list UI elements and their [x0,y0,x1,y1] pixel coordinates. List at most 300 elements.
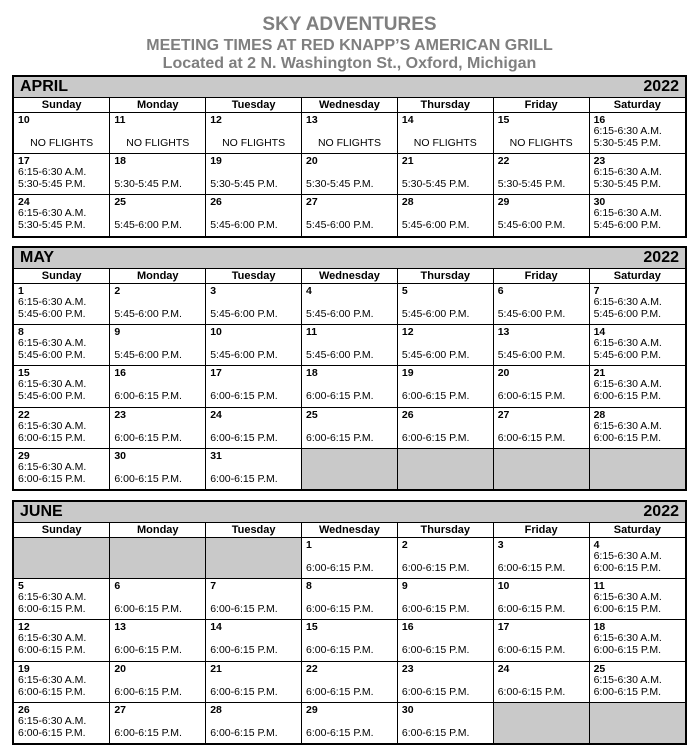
day-number: 1 [18,285,24,297]
day-number: 24 [497,662,510,675]
day-cell [302,702,398,743]
day-cell [14,579,110,620]
day-number: 22 [306,662,318,675]
day-cell [589,366,685,407]
day-cell [493,284,589,325]
evening-time: 5:30-5:45 P.M. [114,178,182,191]
day-number: 19 [18,662,30,675]
day-cell [397,113,493,154]
day-cell [110,579,206,620]
evening-time: 5:45-6:00 P.M. [18,349,86,362]
evening-time: 5:30-5:45 P.M. [18,219,86,232]
month-grid [14,98,685,236]
day-cell [302,407,398,448]
day-cell [493,366,589,407]
day-cell [493,154,589,195]
calendar-april [12,75,687,238]
day-cell [14,113,110,154]
morning-time: 6:15-6:30 A.M. [593,632,662,645]
evening-time: 6:00-6:15 P.M. [114,431,182,444]
evening-time: 6:00-6:15 P.M. [401,390,470,403]
weekday-header: Thursday [397,269,493,284]
day-cell [110,113,206,154]
day-cell [397,702,493,743]
day-cell [14,620,110,661]
day-number: 2 [401,539,408,551]
day-number: 5 [18,580,24,593]
evening-time: 6:00-6:15 P.M. [210,726,278,739]
month-header [14,248,685,269]
day-cell [302,113,398,154]
day-cell [302,195,398,236]
evening-time: 6:00-6:15 P.M. [593,431,662,444]
evening-time: 5:45-6:00 P.M. [401,308,470,320]
day-number: 25 [306,408,318,421]
day-cell [397,325,493,366]
day-number: 17 [210,367,222,380]
day-cell [589,325,685,366]
evening-time: 6:00-6:15 P.M. [114,726,182,739]
day-number: 15 [18,367,30,380]
location-line: Located at 2 N. Washington St., Oxford, Michigan [162,55,537,72]
evening-time: 6:00-6:15 P.M. [306,726,374,739]
day-cell [589,113,685,154]
day-cell [110,284,206,325]
no-flights-label: NO FLIGHTS [30,137,94,149]
empty-day-cell [110,538,206,579]
day-cell [493,579,589,620]
month-year: 2022 [643,249,679,266]
evening-time: 6:00-6:15 P.M. [210,685,278,698]
weekday-header: Sunday [14,269,110,284]
morning-time: 6:15-6:30 A.M. [18,378,87,391]
day-cell [14,407,110,448]
day-cell [110,702,206,743]
month-year: 2022 [643,503,679,520]
day-number: 19 [210,155,222,168]
morning-time: 6:15-6:30 A.M. [593,207,662,220]
day-number: 17 [497,621,510,634]
month-grid [14,523,685,743]
evening-time: 5:45-6:00 P.M. [593,219,662,232]
month-year: 2022 [643,78,679,95]
day-cell [206,702,302,743]
day-number: 29 [497,196,510,209]
day-number: 13 [497,326,510,339]
day-number: 30 [114,449,127,462]
evening-time: 6:00-6:15 P.M. [18,431,86,444]
morning-time: 6:15-6:30 A.M. [18,419,87,432]
day-number: 30 [401,703,414,716]
evening-time: 5:45-6:00 P.M. [306,219,374,232]
empty-day-cell [589,448,685,489]
day-number: 6 [497,285,504,297]
day-cell [110,325,206,366]
day-number: 20 [306,155,318,168]
day-number: 23 [114,408,127,421]
day-cell [206,579,302,620]
no-flights-label: NO FLIGHTS [126,137,190,149]
evening-time: 6:00-6:15 P.M. [593,644,662,657]
day-cell [110,407,206,448]
evening-time: 5:45-6:00 P.M. [114,219,182,232]
morning-time: 6:15-6:30 A.M. [593,591,662,604]
evening-time: 6:00-6:15 P.M. [210,603,278,616]
day-number: 4 [306,285,312,297]
day-number: 13 [306,114,318,126]
evening-time: 5:45-6:00 P.M. [497,308,566,320]
evening-time: 6:00-6:15 P.M. [401,685,470,698]
day-cell [493,538,589,579]
day-cell [493,195,589,236]
day-number: 8 [306,580,312,593]
page-subtitle: MEETING TIMES AT RED KNAPP’S AMERICAN GRILL [146,37,553,54]
day-cell [589,407,685,448]
day-cell [302,366,398,407]
day-cell [589,154,685,195]
evening-time: 6:00-6:15 P.M. [306,603,374,616]
day-cell [493,661,589,702]
evening-time: 6:00-6:15 P.M. [210,472,278,485]
day-number: 20 [497,367,510,380]
weekday-header: Wednesday [302,98,398,113]
evening-time: 6:00-6:15 P.M. [593,603,662,616]
evening-time: 6:00-6:15 P.M. [497,644,566,657]
evening-time: 5:45-6:00 P.M. [593,349,662,362]
day-number: 7 [593,285,600,297]
day-cell [493,113,589,154]
day-number: 28 [210,703,222,716]
evening-time: 6:00-6:15 P.M. [306,562,374,574]
evening-time: 6:00-6:15 P.M. [497,562,566,574]
day-number: 3 [497,539,504,551]
day-cell [493,325,589,366]
evening-time: 5:30-5:45 P.M. [593,137,662,149]
day-number: 30 [593,196,606,209]
day-number: 28 [593,408,606,421]
day-cell [110,448,206,489]
day-cell [397,195,493,236]
day-number: 22 [497,155,510,168]
day-number: 21 [593,367,606,380]
page-title: SKY ADVENTURES [262,14,437,35]
day-number: 25 [593,662,606,675]
day-cell [493,620,589,661]
evening-time: 6:00-6:15 P.M. [593,562,662,574]
day-cell [14,366,110,407]
day-number: 16 [401,621,414,634]
day-cell [206,661,302,702]
day-cell [589,661,685,702]
morning-time: 6:15-6:30 A.M. [18,296,87,308]
day-number: 4 [593,539,600,551]
day-cell [302,579,398,620]
weekday-header: Sunday [14,523,110,538]
evening-time: 6:00-6:15 P.M. [114,685,182,698]
day-number: 14 [401,114,414,126]
weekday-header: Monday [110,523,206,538]
weekday-header: Tuesday [206,269,302,284]
day-number: 21 [210,662,222,675]
day-cell [302,620,398,661]
day-cell [206,195,302,236]
weekday-header: Wednesday [302,523,398,538]
day-number: 23 [593,155,606,168]
day-number: 25 [114,196,127,209]
day-number: 18 [114,155,127,168]
morning-time: 6:15-6:30 A.M. [593,337,662,350]
evening-time: 5:45-6:00 P.M. [210,349,278,362]
day-cell [589,538,685,579]
empty-day-cell [206,538,302,579]
day-cell [206,284,302,325]
day-cell [589,620,685,661]
morning-time: 6:15-6:30 A.M. [593,550,662,562]
evening-time: 6:00-6:15 P.M. [18,603,86,616]
morning-time: 6:15-6:30 A.M. [18,673,87,686]
day-number: 9 [114,326,121,339]
day-number: 22 [18,408,30,421]
morning-time: 6:15-6:30 A.M. [18,207,87,220]
evening-time: 6:00-6:15 P.M. [114,603,182,616]
month-name: MAY [20,249,55,266]
day-number: 1 [306,539,312,551]
day-number: 9 [401,580,408,593]
day-cell [14,284,110,325]
day-cell [397,407,493,448]
day-number: 27 [306,196,318,209]
evening-time: 5:30-5:45 P.M. [497,178,566,191]
day-cell [206,154,302,195]
morning-time: 6:15-6:30 A.M. [18,714,87,727]
day-number: 20 [114,662,127,675]
day-cell [206,407,302,448]
weekday-header: Thursday [397,523,493,538]
evening-time: 5:45-6:00 P.M. [114,349,182,362]
day-number: 10 [210,326,222,339]
evening-time: 6:00-6:15 P.M. [18,685,86,698]
weekday-header: Tuesday [206,523,302,538]
evening-time: 5:45-6:00 P.M. [401,349,470,362]
evening-time: 5:30-5:45 P.M. [18,178,86,191]
evening-time: 6:00-6:15 P.M. [210,644,278,657]
morning-time: 6:15-6:30 A.M. [18,460,87,473]
month-grid [14,269,685,489]
day-number: 21 [401,155,414,168]
day-cell [397,661,493,702]
day-number: 26 [18,703,30,716]
evening-time: 6:00-6:15 P.M. [497,685,566,698]
evening-time: 6:00-6:15 P.M. [497,390,566,403]
morning-time: 6:15-6:30 A.M. [593,378,662,391]
weekday-header: Saturday [589,269,685,284]
day-number: 5 [401,285,408,297]
evening-time: 6:00-6:15 P.M. [18,726,86,739]
day-cell [397,366,493,407]
empty-day-cell [589,702,685,743]
evening-time: 6:00-6:15 P.M. [401,644,470,657]
day-cell [397,579,493,620]
day-cell [397,620,493,661]
weekday-header: Saturday [589,523,685,538]
day-cell [206,113,302,154]
day-cell [110,620,206,661]
day-cell [397,284,493,325]
day-number: 28 [401,196,414,209]
morning-time: 6:15-6:30 A.M. [18,166,87,179]
day-number: 13 [114,621,127,634]
day-cell [206,448,302,489]
month-header [14,502,685,523]
day-number: 16 [593,114,606,126]
evening-time: 6:00-6:15 P.M. [497,431,566,444]
day-cell [206,325,302,366]
day-cell [110,195,206,236]
evening-time: 5:45-6:00 P.M. [306,308,374,320]
day-number: 11 [593,580,605,593]
no-flights-label: NO FLIGHTS [509,137,573,149]
day-cell [589,579,685,620]
evening-time: 6:00-6:15 P.M. [401,726,470,739]
day-number: 11 [306,326,318,339]
evening-time: 5:45-6:00 P.M. [306,349,374,362]
day-number: 26 [401,408,414,421]
morning-time: 6:15-6:30 A.M. [18,632,87,645]
day-number: 18 [306,367,318,380]
evening-time: 6:00-6:15 P.M. [210,390,278,403]
morning-time: 6:15-6:30 A.M. [18,591,87,604]
month-header [14,77,685,98]
day-cell [14,448,110,489]
day-cell [14,154,110,195]
weekday-header: Tuesday [206,98,302,113]
day-number: 10 [18,114,30,126]
day-number: 2 [114,285,121,297]
day-cell [14,702,110,743]
weekday-header: Sunday [14,98,110,113]
day-number: 15 [306,621,318,634]
evening-time: 5:30-5:45 P.M. [210,178,278,191]
empty-day-cell [14,538,110,579]
morning-time: 6:15-6:30 A.M. [593,419,662,432]
evening-time: 6:00-6:15 P.M. [593,390,662,403]
evening-time: 5:45-6:00 P.M. [210,219,278,232]
day-cell [589,284,685,325]
weekday-header: Monday [110,269,206,284]
weekday-header: Wednesday [302,269,398,284]
evening-time: 6:00-6:15 P.M. [497,603,566,616]
day-number: 11 [114,114,126,126]
calendar-june [12,500,687,745]
day-number: 29 [18,449,30,462]
morning-time: 6:15-6:30 A.M. [18,337,87,350]
evening-time: 5:45-6:00 P.M. [18,308,86,320]
evening-time: 6:00-6:15 P.M. [306,431,374,444]
no-flights-label: NO FLIGHTS [222,137,286,149]
morning-time: 6:15-6:30 A.M. [593,296,662,308]
empty-day-cell [493,448,589,489]
day-number: 12 [210,114,222,126]
day-number: 6 [114,580,121,593]
weekday-header: Friday [493,523,589,538]
day-number: 24 [18,196,30,209]
day-cell [302,538,398,579]
weekday-header: Friday [493,269,589,284]
day-cell [302,325,398,366]
evening-time: 6:00-6:15 P.M. [401,431,470,444]
evening-time: 5:30-5:45 P.M. [306,178,374,191]
day-cell [110,366,206,407]
day-cell [110,154,206,195]
evening-time: 6:00-6:15 P.M. [306,390,374,403]
day-number: 10 [497,580,510,593]
empty-day-cell [493,702,589,743]
day-number: 27 [114,703,127,716]
day-cell [302,154,398,195]
day-number: 8 [18,326,24,339]
day-cell [397,154,493,195]
evening-time: 6:00-6:15 P.M. [18,644,86,657]
no-flights-label: NO FLIGHTS [317,137,381,149]
day-number: 17 [18,155,30,168]
month-name: APRIL [20,78,68,95]
day-cell [397,538,493,579]
evening-time: 6:00-6:15 P.M. [114,472,182,485]
evening-time: 6:00-6:15 P.M. [306,685,374,698]
day-cell [302,284,398,325]
day-number: 14 [210,621,222,634]
evening-time: 5:45-6:00 P.M. [401,219,470,232]
evening-time: 6:00-6:15 P.M. [401,603,470,616]
day-number: 12 [401,326,414,339]
day-number: 24 [210,408,222,421]
evening-time: 5:45-6:00 P.M. [497,219,566,232]
evening-time: 6:00-6:15 P.M. [114,644,182,657]
day-number: 7 [210,580,217,593]
day-number: 3 [210,285,217,297]
day-number: 14 [593,326,606,339]
day-cell [206,366,302,407]
day-cell [14,661,110,702]
day-number: 19 [401,367,414,380]
day-number: 26 [210,196,222,209]
evening-time: 5:30-5:45 P.M. [593,178,662,191]
evening-time: 6:00-6:15 P.M. [593,685,662,698]
evening-time: 5:30-5:45 P.M. [401,178,470,191]
weekday-header: Thursday [397,98,493,113]
evening-time: 5:45-6:00 P.M. [114,308,182,320]
empty-day-cell [397,448,493,489]
day-cell [14,325,110,366]
day-cell [302,661,398,702]
weekday-header: Saturday [589,98,685,113]
day-number: 18 [593,621,606,634]
day-cell [493,407,589,448]
empty-day-cell [302,448,398,489]
morning-time: 6:15-6:30 A.M. [593,673,662,686]
evening-time: 6:00-6:15 P.M. [210,431,278,444]
evening-time: 6:00-6:15 P.M. [306,644,374,657]
month-name: JUNE [20,503,63,520]
day-number: 12 [18,621,30,634]
day-number: 16 [114,367,127,380]
calendar-may [12,246,687,491]
evening-time: 6:00-6:15 P.M. [18,472,86,485]
morning-time: 6:15-6:30 A.M. [593,166,662,179]
day-number: 27 [497,408,510,421]
evening-time: 6:00-6:15 P.M. [114,390,182,403]
evening-time: 5:45-6:00 P.M. [497,349,566,362]
